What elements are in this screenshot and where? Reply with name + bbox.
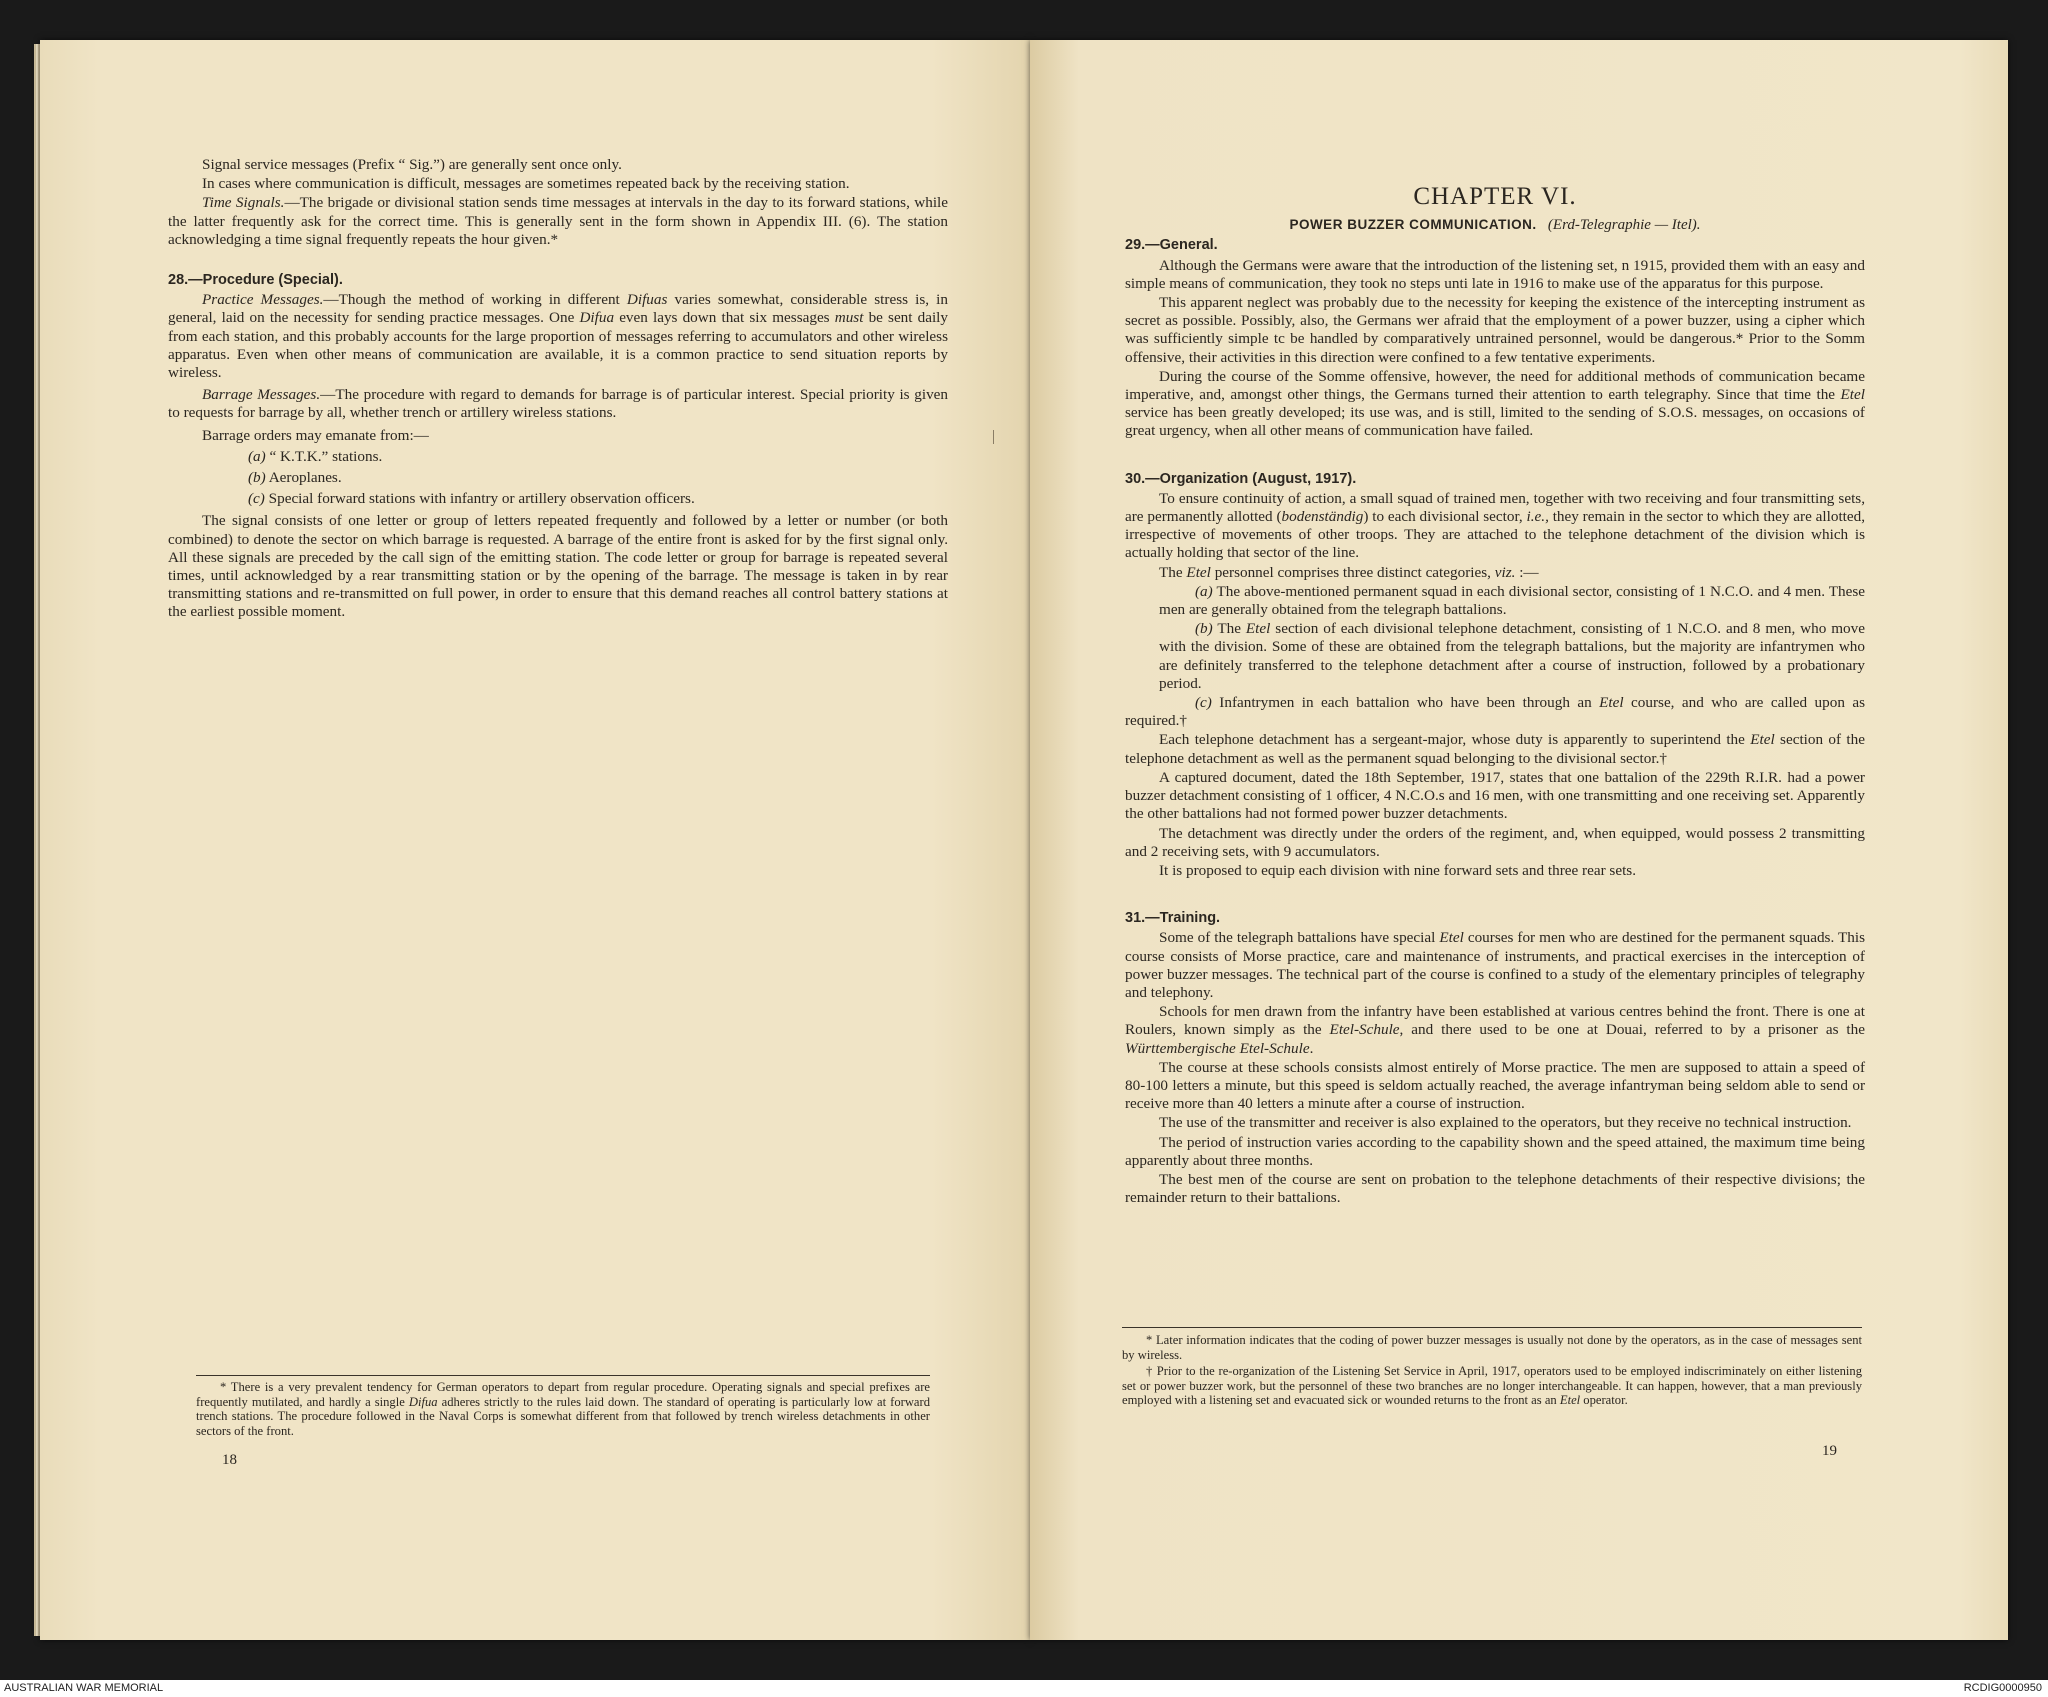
right-page-text <box>1125 183 1866 1208</box>
archive-record-id: RCDIG0000950 <box>1963 1682 2042 1694</box>
left-page-text <box>168 156 948 623</box>
paragraph-organization-5: The detachment was directly under the orders of the regiment, and, when equipped, would possess 2 transmitting and 2 receiving sets, with 9 accumulators. <box>1125 824 1865 860</box>
footnote-rule-left <box>196 1375 930 1376</box>
archive-source: AUSTRALIAN WAR MEMORIAL <box>4 1682 164 1694</box>
paragraph-practice-messages: Practice Messages.—Though the method of working in different Difuas varies somewhat, considerable stress is, in general, laid on the necessity for sending practice messages. One Difua even lays down that six messages must be sent daily from each station, and this probably accounts for the large proportion of messages referring to accumulators and other wireless apparatus. Even when other means of communication are available, it is a common practice to send situation reports by wireless. <box>168 291 948 382</box>
section-heading-30: 30.—Organization (August, 1917). <box>1125 470 1357 487</box>
section-heading-28: 28.—Procedure (Special). <box>168 272 343 289</box>
footnote-procedure: * There is a very prevalent tendency for German operators to depart from regular procedure. Operating signals and special prefixes are frequently mutilated, and hardly a single Difua adheres strictly to the rules laid down. The standard of operating is particularly low at forward trench stations. The procedure followed in the Naval Corps is somewhat different from that followed by trench wireless detachments in other sectors of the front. <box>196 1380 931 1438</box>
archive-bar <box>0 1680 2048 1697</box>
paragraph-organization-1: To ensure continuity of action, a small squad of trained men, together with two receiving and four transmitting sets, are permanently allotted (bodenständig) to each divisional sector, i.e., they remain in the sector to which they are allotted, irrespective of movements of other troops. They are attached to the telephone detachment of the division which is actually holding that sector of the line. <box>1125 489 1866 562</box>
list-item-b: (b) The Etel section of each divisional telephone detachment, consisting of 1 N.C.O. and 8 men, who move with the division. Some of these are obtained from the telegraph battalions, but the majority are infantrymen who are definitely transferred to the telephone detachment after a course of instruction, followed by a probationary period. <box>1159 620 1865 692</box>
paragraph-training-4: The use of the transmitter and receiver is also explained to the operators, but they receive no technical instruction. <box>1159 1114 1852 1132</box>
chapter-subtitle: POWER BUZZER COMMUNICATION. (Erd-Telegraphie — Itel). <box>1289 217 1701 234</box>
paragraph-training-2: Schools for men drawn from the infantry have been established at various centres behind the front. There is one at Roulers, known simply as the Etel-Schule, and there used to be one at Douai, referred to by a prisoner as the Württembergische Etel-Schule. <box>1125 1003 1865 1057</box>
section-heading-29: 29.—General. <box>1125 237 1218 254</box>
paragraph-organization-6: It is proposed to equip each division with nine forward sets and three rear sets. <box>1159 861 1637 879</box>
page-number-right: 19 <box>1822 1443 1837 1459</box>
paragraph-organization-2: The Etel personnel comprises three distinct categories, viz. :— <box>1159 563 1539 581</box>
right-footnotes <box>1122 1333 1862 1409</box>
footnote-rule-right <box>1122 1327 1862 1328</box>
paragraph-time-signals: Time Signals.—The brigade or divisional station sends time messages at intervals in the day to its forward stations, while the latter frequently ask for the correct time. This is generally sent in the form shown in Appendix III. (6). The station acknowledging a time signal frequently repeats the hour given.* <box>168 194 948 248</box>
list-item: (a) “ K.T.K.” stations. <box>248 447 383 465</box>
paragraph-barrage-messages: Barrage Messages.—The procedure with regard to demands for barrage is of particular interest. Special priority is given to requests for barrage by all, whether trench or artillery wireless stations. <box>168 386 948 422</box>
paragraph-barrage-orders: Barrage orders may emanate from:— <box>202 426 429 444</box>
margin-mark <box>993 430 994 444</box>
paragraph-organization-4: A captured document, dated the 18th September, 1917, states that one battalion of the 229th R.I.R. had a power buzzer detachment consisting of 1 officer, 4 N.C.O.s and 16 men, with one transmitting and one receiving set. Apparently the other battalions had not formed power buzzer detachments. <box>1125 768 1865 823</box>
section-heading-31: 31.—Training. <box>1125 910 1221 927</box>
list-item: (c) Special forward stations with infantry or artillery observation officers. <box>248 490 695 508</box>
paragraph-general-1: Although the Germans were aware that the introduction of the listening set, n 1915, provided them with an easy and simple means of communication, they took no steps unti late in 1916 to make use of the apparatus for this purpose. <box>1125 256 1865 292</box>
footnote-reorganization: † Prior to the re-organization of the Listening Set Service in April, 1917, operators used to be employed indiscriminately on either listening set or power buzzer work, but the personnel of these two branches are no longer interchangeable. It can happen, however, that a man previously employed with a listening set and evacuated sick or wounded returns to the front as an Etel operator. <box>1122 1364 1862 1408</box>
paragraph-general-3: During the course of the Somme offensive, however, the need for additional methods of communication became imperative, and, amongst other things, the Germans turned their attention to earth telegraphy. Since that time the Etel service has been greatly developed; its use was, and is still, limited to the sending of S.O.S. messages, on occasions of great urgency, when all other means of communication have failed. <box>1125 367 1865 440</box>
list-item-a: (a) The above-mentioned permanent squad in each divisional sector, consisting of 1 N.C.O. and 4 men. These men are generally obtained from the telegraph battalions. <box>1159 582 1865 619</box>
paragraph-organization-3: Each telephone detachment has a sergeant-major, whose duty is apparently to superintend the Etel section of the telephone detachment as well as the permanent squad belonging to the divisional sector.† <box>1125 731 1865 767</box>
paragraph-barrage-signal: The signal consists of one letter or group of letters repeated frequently and followed by a letter or number (or both combined) to denote the sector on which barrage is requested. A barrage of the entire front is asked for by the first signal only. All these signals are preceded by the call sign of the emitting station. The code letter or group for barrage is repeated several times, until acknowledged by a rear transmitting station or by the opening of the barrage. The message is taken in by rear transmitting stations and re-transmitted on full power, in order to ensure that this demand reaches all control battery stations at the earliest possible moment. <box>168 512 948 621</box>
page-number-left: 18 <box>222 1452 237 1468</box>
list-item-c: (c) Infantrymen in each battalion who have been through an Etel course, and who are called upon as required.† <box>1125 694 1865 730</box>
chapter-title: CHAPTER VI. <box>1413 183 1577 210</box>
paragraph-training-1: Some of the telegraph battalions have special Etel courses for men who are destined for the permanent squads. This course consists of Morse practice, care and maintenance of instruments, and practical exercises in the interception of power buzzer messages. The technical part of the course is confined to a study of the elementary principles of telegraphy and telephony. <box>1125 929 1865 1001</box>
paragraph-signal-service: Signal service messages (Prefix “ Sig.”) are generally sent once only. <box>202 156 622 173</box>
paragraph-training-6: The best men of the course are sent on probation to the telephone detachments of their respective divisions; the remainder return to their battalions. <box>1125 1170 1865 1207</box>
footnote-coding: * Later information indicates that the coding of power buzzer messages is usually not done by the operators, as in the case of messages sent by wireless. <box>1122 1333 1862 1362</box>
paragraph-training-3: The course at these schools consists almost entirely of Morse practice. The men are supposed to attain a speed of 80-100 letters a minute, but this speed is seldom actually reached, the average infantryman being seldom able to send or receive more than 40 letters a minute after a course of instruction. <box>1125 1058 1865 1113</box>
paragraph-repeated-back: In cases where communication is difficult, messages are sometimes repeated back by the receiving station. <box>202 175 850 193</box>
list-item: (b) Aeroplanes. <box>248 469 342 487</box>
paragraph-training-5: The period of instruction varies according to the capability shown and the speed attained, the maximum time being apparently about three months. <box>1125 1133 1865 1169</box>
paragraph-general-2: This apparent neglect was probably due to the necessity for keeping the existence of the intercepting instrument as secret as possible. Possibly, also, the Germans wer afraid that the employment of a power buzzer, using a cipher which was sufficiently simple tc be handled by comparatively untrained personnel, would be dangerous.* Prior to the Somm offensive, their activities in this direction were confined to a few tentative experiments. <box>1125 294 1865 366</box>
left-footnote <box>196 1380 930 1439</box>
